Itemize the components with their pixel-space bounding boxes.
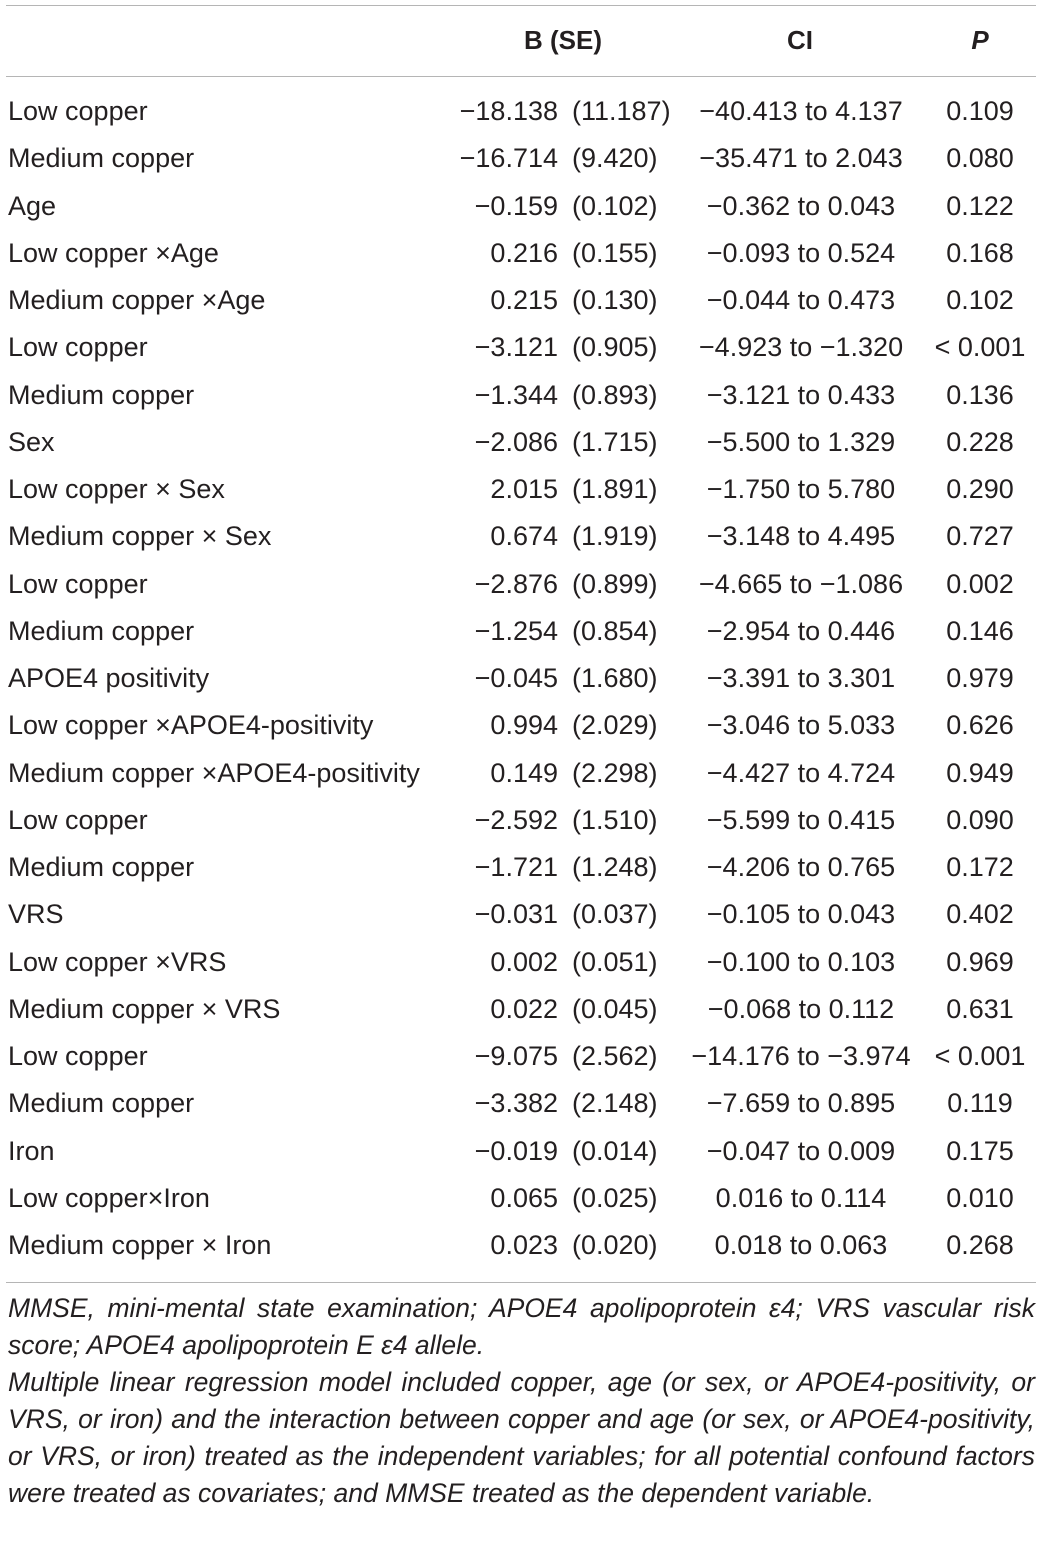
table-footnotes	[8, 1290, 1035, 1512]
cell-p: 0.969	[946, 946, 1014, 977]
cell-b: 0.022	[490, 993, 558, 1024]
table-row	[0, 1080, 1042, 1127]
cell-p: 0.402	[946, 899, 1014, 930]
table-row	[0, 750, 1042, 797]
table-row	[0, 986, 1042, 1033]
cell-variable: Low copper ×Age	[8, 237, 219, 268]
cell-variable: Low copper ×VRS	[8, 946, 227, 977]
cell-se: (0.045)	[572, 993, 658, 1024]
cell-p: 0.626	[946, 710, 1014, 741]
cell-p: 0.010	[946, 1182, 1014, 1213]
cell-b: 0.215	[490, 285, 558, 315]
cell-b: −2.876	[474, 568, 558, 599]
cell-se: (0.025)	[572, 1182, 658, 1213]
table-body	[0, 88, 1042, 1269]
cell-p: 0.631	[946, 993, 1014, 1024]
cell-b: 0.994	[490, 710, 558, 741]
cell-variable: Medium copper	[8, 143, 195, 174]
cell-p: 0.109	[946, 96, 1014, 126]
cell-se: (0.051)	[572, 946, 658, 977]
cell-variable: Medium copper	[8, 1088, 195, 1119]
cell-variable: Sex	[8, 426, 55, 457]
top-rule	[6, 5, 1036, 6]
table-row	[0, 277, 1042, 324]
cell-ci: −7.659 to 0.895	[706, 1088, 896, 1119]
cell-se: (2.148)	[572, 1088, 658, 1119]
cell-ci: −3.148 to 4.495	[706, 521, 896, 552]
table-row	[0, 608, 1042, 655]
cell-p: 0.175	[946, 1135, 1014, 1166]
header-rule	[6, 76, 1036, 77]
cell-ci: 0.016 to 0.114	[715, 1182, 887, 1213]
cell-ci: −4.206 to 0.765	[706, 852, 896, 882]
header-b-se: B (SE)	[524, 25, 602, 55]
cell-variable: VRS	[8, 899, 64, 930]
cell-variable: Medium copper ×APOE4-positivity	[8, 757, 420, 788]
cell-variable: Low copper × Sex	[8, 474, 225, 504]
cell-ci: −0.047 to 0.009	[706, 1135, 896, 1166]
cell-se: (2.029)	[572, 710, 658, 741]
cell-p: 0.949	[946, 757, 1014, 788]
cell-ci: −35.471 to 2.043	[699, 143, 903, 174]
cell-se: (0.854)	[572, 615, 658, 646]
cell-p: 0.228	[946, 426, 1014, 457]
cell-ci: −5.500 to 1.329	[706, 426, 896, 457]
table-row	[0, 1128, 1042, 1175]
cell-ci: −3.391 to 3.301	[706, 663, 896, 693]
cell-se: (0.899)	[572, 568, 658, 599]
cell-ci: 0.018 to 0.063	[714, 1230, 888, 1260]
cell-ci: −14.176 to −3.974	[691, 1041, 911, 1071]
table-row	[0, 88, 1042, 135]
cell-ci: −0.093 to 0.524	[706, 237, 896, 268]
cell-se: (0.130)	[572, 285, 658, 315]
table-row	[0, 230, 1042, 277]
cell-b: −18.138	[459, 96, 558, 126]
cell-se: (9.420)	[572, 143, 658, 174]
cell-p: 0.090	[946, 804, 1014, 835]
cell-ci: −1.750 to 5.780	[706, 474, 896, 504]
cell-ci: −2.954 to 0.446	[706, 615, 896, 646]
cell-b: −2.592	[474, 804, 558, 835]
cell-variable: APOE4 positivity	[8, 663, 210, 693]
footnote-model: Multiple linear regression model included copper, age (or sex, or APOE4-positivity, or VRS, or iron) and the interaction between copper and age (or sex, or APOE4-positivity, or VRS, or iron) treated as the independent variables; for all potential confound factors were treated as covariates; and MMSE treated as the dependent variable.	[8, 1367, 1035, 1508]
cell-se: (1.715)	[572, 426, 658, 457]
cell-variable: Medium copper ×Age	[8, 285, 266, 315]
cell-b: 0.023	[490, 1230, 558, 1260]
cell-variable: Medium copper × Iron	[8, 1230, 272, 1260]
cell-variable: Iron	[8, 1135, 55, 1166]
header-ci: CI	[787, 25, 813, 55]
footnote-abbreviations: MMSE, mini-mental state examination; APOE4 apolipoprotein ε4; VRS vascular risk score; APOE4 apolipoprotein E ε4 allele.	[8, 1293, 1035, 1360]
cell-ci: −4.923 to −1.320	[698, 332, 904, 363]
cell-variable: Medium copper × VRS	[8, 993, 281, 1024]
cell-p: 0.727	[946, 521, 1014, 552]
cell-se: (2.298)	[572, 757, 658, 788]
cell-b: −0.159	[474, 190, 558, 221]
table-row	[0, 419, 1042, 466]
cell-p: 0.172	[946, 852, 1014, 882]
table-row	[0, 797, 1042, 844]
cell-b: −1.254	[474, 615, 558, 646]
table-row	[0, 561, 1042, 608]
cell-p: 0.136	[946, 379, 1014, 410]
cell-se: (1.680)	[572, 663, 658, 693]
cell-se: (0.893)	[572, 379, 658, 410]
cell-se: (1.248)	[572, 852, 658, 882]
cell-p: 0.290	[946, 474, 1014, 504]
cell-variable: Age	[8, 190, 57, 221]
cell-p: 0.002	[946, 568, 1014, 599]
cell-variable: Medium copper × Sex	[8, 521, 272, 552]
cell-variable: Low copper×Iron	[8, 1182, 210, 1213]
cell-p: < 0.001	[934, 1041, 1026, 1071]
cell-b: 0.216	[490, 237, 558, 268]
cell-b: −0.045	[474, 663, 558, 693]
table-row	[0, 135, 1042, 182]
cell-variable: Medium copper	[8, 615, 195, 646]
cell-b: 2.015	[490, 474, 558, 504]
cell-se: (0.905)	[572, 332, 658, 363]
cell-b: −1.721	[474, 852, 558, 882]
cell-b: −3.382	[474, 1088, 558, 1119]
cell-variable: Low copper	[8, 568, 148, 599]
cell-ci: −0.044 to 0.473	[706, 285, 896, 315]
table-row	[0, 939, 1042, 986]
cell-se: (1.510)	[572, 804, 658, 835]
cell-ci: −3.121 to 0.433	[706, 379, 896, 410]
cell-p: 0.979	[946, 663, 1014, 693]
cell-ci: −4.665 to −1.086	[698, 568, 904, 599]
table-row	[0, 183, 1042, 230]
cell-p: < 0.001	[934, 332, 1026, 363]
cell-b: 0.065	[490, 1182, 558, 1213]
cell-se: (0.020)	[572, 1230, 658, 1260]
cell-se: (0.155)	[572, 237, 658, 268]
table-row	[0, 655, 1042, 702]
cell-se: (11.187)	[572, 96, 671, 126]
table-row	[0, 1222, 1042, 1269]
cell-b: −0.019	[474, 1135, 558, 1166]
bottom-rule	[6, 1282, 1036, 1283]
cell-se: (0.014)	[572, 1135, 658, 1166]
cell-se: (0.102)	[572, 190, 658, 221]
table-row	[0, 513, 1042, 560]
cell-ci: −0.105 to 0.043	[706, 899, 896, 930]
cell-variable: Low copper	[8, 1041, 148, 1071]
cell-ci: −40.413 to 4.137	[699, 96, 903, 126]
cell-p: 0.122	[946, 190, 1014, 221]
table-row	[0, 1175, 1042, 1222]
cell-b: −0.031	[474, 899, 558, 930]
cell-b: −2.086	[474, 426, 558, 457]
cell-variable: Medium copper	[8, 852, 195, 882]
cell-p: 0.102	[946, 285, 1014, 315]
table-row	[0, 702, 1042, 749]
table-row	[0, 1033, 1042, 1080]
cell-b: 0.674	[490, 521, 558, 552]
cell-variable: Low copper	[8, 96, 148, 126]
cell-p: 0.146	[946, 615, 1014, 646]
header-p: P	[971, 25, 989, 55]
cell-ci: −3.046 to 5.033	[706, 710, 896, 741]
cell-ci: −0.100 to 0.103	[706, 946, 896, 977]
cell-b: −16.714	[459, 143, 558, 174]
cell-p: 0.119	[947, 1088, 1013, 1119]
cell-b: −9.075	[474, 1041, 558, 1071]
cell-se: (0.037)	[572, 899, 658, 930]
table-row	[0, 466, 1042, 513]
cell-p: 0.080	[946, 143, 1014, 174]
table-row	[0, 324, 1042, 371]
cell-b: 0.149	[490, 757, 558, 788]
cell-ci: −4.427 to 4.724	[706, 757, 896, 788]
cell-ci: −0.362 to 0.043	[706, 190, 896, 221]
cell-variable: Low copper	[8, 804, 148, 835]
table-row	[0, 372, 1042, 419]
cell-b: −3.121	[474, 332, 558, 363]
cell-se: (2.562)	[572, 1041, 658, 1071]
cell-b: 0.002	[490, 946, 558, 977]
cell-se: (1.919)	[572, 521, 658, 552]
cell-p: 0.168	[946, 237, 1014, 268]
cell-variable: Low copper ×APOE4-positivity	[8, 710, 374, 741]
cell-ci: −5.599 to 0.415	[706, 804, 896, 835]
cell-variable: Low copper	[8, 332, 148, 363]
table-row	[0, 844, 1042, 891]
cell-b: −1.344	[474, 379, 558, 410]
cell-variable: Medium copper	[8, 379, 195, 410]
cell-se: (1.891)	[572, 474, 658, 504]
cell-ci: −0.068 to 0.112	[707, 993, 895, 1024]
cell-p: 0.268	[946, 1230, 1014, 1260]
table-row	[0, 891, 1042, 938]
